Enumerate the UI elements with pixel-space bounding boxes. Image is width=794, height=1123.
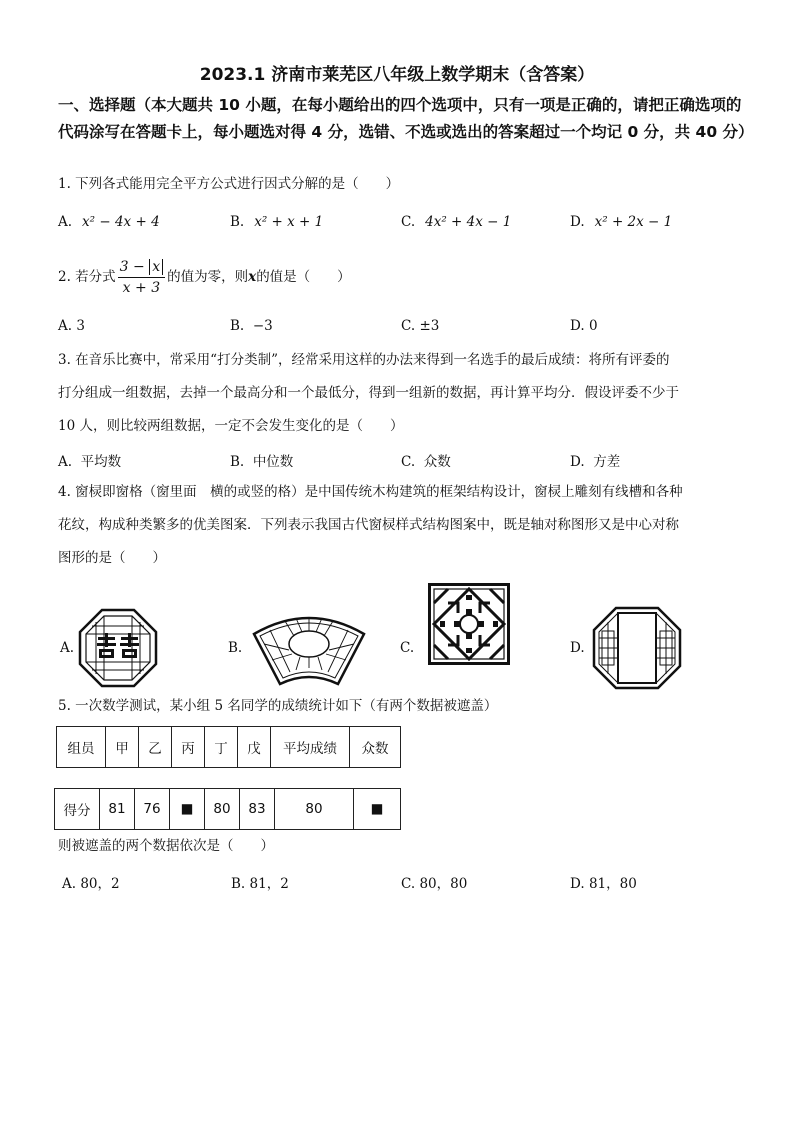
q4-label-d[interactable]: D. xyxy=(570,640,585,656)
q1-option-b[interactable]: B. x² + x + 1 xyxy=(230,214,324,230)
row-cell: ■ xyxy=(170,789,205,830)
q5-option-d[interactable]: D. 81，80 xyxy=(570,876,637,892)
header-cell: 众数 xyxy=(350,727,401,768)
row-cell: 76 xyxy=(135,789,170,830)
q1-option-a[interactable]: A. x² − 4x + 4 xyxy=(58,214,160,230)
window-pattern-c xyxy=(428,583,510,665)
q2-option-b[interactable]: B. −3 xyxy=(230,318,273,334)
question-1-options xyxy=(58,214,748,238)
question-5-question: 则被遮盖的两个数据依次是（ ） xyxy=(58,838,274,854)
header-cell: 丙 xyxy=(172,727,205,768)
question-1-stem: 1. 下列各式能用完全平方公式进行因式分解的是（ ） xyxy=(58,176,400,192)
question-2-options xyxy=(58,318,748,342)
row-cell: 80 xyxy=(275,789,354,830)
q3-option-d[interactable]: D. 方差 xyxy=(570,454,621,470)
row-cell: 80 xyxy=(205,789,240,830)
window-pattern-a xyxy=(78,608,158,688)
window-pattern-b xyxy=(250,612,368,688)
row-cell: 得分 xyxy=(55,789,100,830)
header-cell: 丁 xyxy=(205,727,238,768)
q4-label-b[interactable]: B. xyxy=(228,640,243,656)
q4-label-c[interactable]: C. xyxy=(400,640,415,656)
score-table-header xyxy=(56,726,401,768)
header-cell: 组员 xyxy=(57,727,106,768)
section-heading: 一、选择题（本大题共 10 小题，在每小题给出的四个选项中，只有一项是正确的，请把正确选项的代码涂写在答题卡上，每小题选对得 4 分，选错、不选或选出的答案超过一个均记 0 分，共 40 分） xyxy=(58,96,754,141)
q1-option-d[interactable]: D. x² + 2x − 1 xyxy=(570,214,673,230)
q1-option-c[interactable]: C. 4x² + 4x − 1 xyxy=(401,214,512,230)
header-cell: 乙 xyxy=(139,727,172,768)
row-cell: ■ xyxy=(354,789,401,830)
q5-option-c[interactable]: C. 80，80 xyxy=(401,876,468,892)
q5-option-b[interactable]: B. 81，2 xyxy=(231,876,289,892)
q2-option-a[interactable]: A. 3 xyxy=(58,318,85,334)
q2-option-d[interactable]: D. 0 xyxy=(570,318,598,334)
question-5-options xyxy=(58,872,748,896)
q4-label-a[interactable]: A. xyxy=(60,640,75,656)
q3-option-c[interactable]: C. 众数 xyxy=(401,454,451,470)
header-cell: 平均成绩 xyxy=(271,727,350,768)
page-title: 2023.1 济南市莱芜区八年级上数学期末（含答案） xyxy=(199,65,595,85)
header-cell: 甲 xyxy=(106,727,139,768)
question-3-options xyxy=(58,450,748,474)
q5-option-a[interactable]: A. 80，2 xyxy=(62,876,120,892)
q3-option-a[interactable]: A. 平均数 xyxy=(58,454,122,470)
score-table-row xyxy=(54,788,401,830)
header-cell: 戊 xyxy=(238,727,271,768)
window-pattern-d xyxy=(592,606,682,690)
question-3-stem: 3. 在音乐比赛中，常采用“打分类制”，经常采用这样的办法来得到一名选手的最后成绩：将所有评委的 打分组成一组数据，去掉一个最高分和一个最低分，得到一组新的数据，再计算平均分．假设评委不少于 10 人，则比较两组数据，一定不会发生变化的是（ ） xyxy=(58,352,679,434)
q3-option-b[interactable]: B. 中位数 xyxy=(230,454,294,470)
q2-option-c[interactable]: C. ±3 xyxy=(401,318,440,334)
fraction: $\frac{3 - x}{x + 3}$ xyxy=(118,257,165,298)
question-5-stem: 5. 一次数学测试，某小组 5 名同学的成绩统计如下（有两个数据被遮盖） xyxy=(58,698,498,714)
row-cell: 81 xyxy=(100,789,135,830)
question-4-stem: 4. 窗棂即窗格（窗里面 横的或竖的格）是中国传统木构建筑的框架结构设计，窗棂上雕刻有线槽和各种 花纹，构成种类繁多的优美图案．下列表示我国古代窗棂样式结构图案中，既是轴对称图形又是中心对称 图形的是（ ） xyxy=(58,484,683,566)
row-cell: 83 xyxy=(240,789,275,830)
question-2-stem: 2. 若分式 $\frac{3 - x}{x + 3}$ 的值为零，则x的值是（ ） xyxy=(58,259,351,296)
